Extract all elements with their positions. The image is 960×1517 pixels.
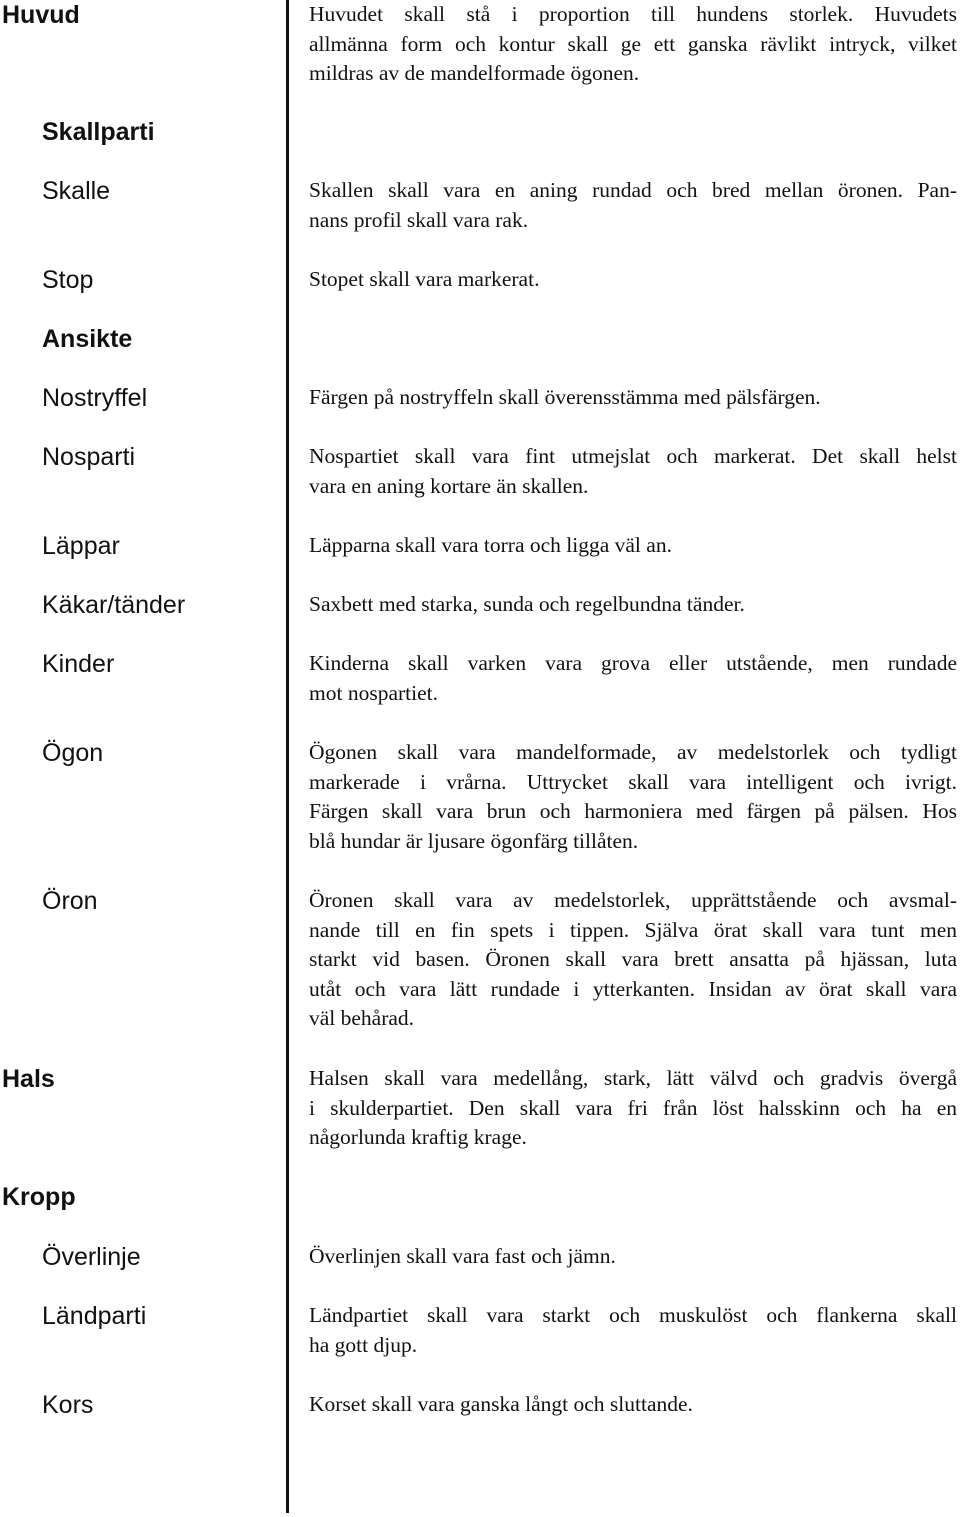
text-line: Färgen skall vara brun och harmoniera med färgen på pälsen. Hos [309,799,957,823]
text-hals [309,1064,957,1153]
text-oron [309,886,957,1034]
label-nosparti: Nosparti [42,443,136,471]
text-line: mot nospartiet. [309,680,438,705]
label-ogon: Ögon [42,739,104,767]
text-lappar [309,531,957,561]
text-line: utåt och vara lätt rundade i ytterkanten. Insidan av örat skall vara [309,976,957,1001]
heading-ansikte: Ansikte [42,325,133,353]
text-line: i skulderpartiet. Den skall vara fri från löst halsskinn och ha en [309,1095,957,1120]
text-ogon [309,738,957,856]
text-stop [309,265,957,295]
text-line: starkt vid basen. Öronen skall vara brett ansatta på hjässan, luta [309,947,957,971]
label-kors: Kors [42,1391,94,1419]
heading-hals: Hals [2,1065,55,1093]
heading-skallparti: Skallparti [42,118,155,146]
text-line: Huvudet skall stå i proportion till hundens storlek. Huvudets [309,2,957,26]
text-line: allmänna form och kontur skall ge ett ganska rävlikt intryck, vilket [309,31,957,56]
label-overlinje: Överlinje [42,1243,141,1271]
text-line: Saxbett med starka, sunda och regelbundna tänder. [309,592,745,616]
text-line: Halsen skall vara medellång, stark, lätt välvd och gradvis övergå [309,1066,957,1090]
label-kakar-tander: Käkar/tänder [42,591,186,619]
text-line: Läpparna skall vara torra och ligga väl an. [309,533,672,557]
text-line: Öronen skall vara av medelstorlek, upprättstående och avsmal- [309,888,957,912]
text-nostryffel [309,383,957,413]
label-skalle: Skalle [42,177,111,205]
text-line: någorlunda kraftig krage. [309,1125,527,1149]
text-overlinje [309,1242,957,1272]
text-kors [309,1390,957,1420]
text-landparti [309,1301,957,1360]
label-kinder: Kinder [42,650,115,678]
label-stop: Stop [42,266,94,294]
text-line: väl behårad. [309,1006,415,1030]
text-line: Färgen på nostryffeln skall överensstämma med pälsfärgen. [309,385,821,409]
text-line: Skallen skall vara en aning rundad och bred mellan öronen. Pan- [309,178,957,202]
text-line: mildras av de mandelformade ögonen. [309,61,640,85]
label-oron: Öron [42,887,98,915]
text-line: Överlinjen skall vara fast och jämn. [309,1244,616,1268]
column-divider [286,0,289,1513]
text-huvud [309,0,957,89]
text-nosparti [309,442,957,501]
text-line: Ländpartiet skall vara starkt och muskulöst och flankerna skall [309,1303,957,1327]
text-skalle [309,176,957,235]
text-line: Ögonen skall vara mandelformade, av medelstorlek och tydligt [309,740,957,764]
text-line: blå hundar är ljusare ögonfärg tillåten. [309,828,639,853]
label-nostryffel: Nostryffel [42,384,148,412]
text-kakar-tander [309,590,957,620]
heading-kropp: Kropp [2,1183,76,1211]
text-line: Stopet skall vara markerat. [309,267,540,291]
text-line: ha gott djup. [309,1332,418,1357]
text-line: nans profil skall vara rak. [309,207,529,232]
text-line: Nospartiet skall vara fint utmejslat och markerat. Det skall helst [309,444,957,468]
text-kinder [309,649,957,708]
text-line: vara en aning kortare än skallen. [309,473,589,498]
text-line: Kinderna skall varken vara grova eller utstående, men rundade [309,651,957,675]
text-line: nande till en fin spets i tippen. Själva örat skall vara tunt men [309,917,957,942]
text-line: markerade i vrårna. Uttrycket skall vara intelligent och ivrigt. [309,769,957,794]
label-landparti: Ländparti [42,1302,147,1330]
text-line: Korset skall vara ganska långt och sluttande. [309,1392,693,1416]
label-lappar: Läppar [42,532,120,560]
heading-huvud: Huvud [2,1,80,29]
